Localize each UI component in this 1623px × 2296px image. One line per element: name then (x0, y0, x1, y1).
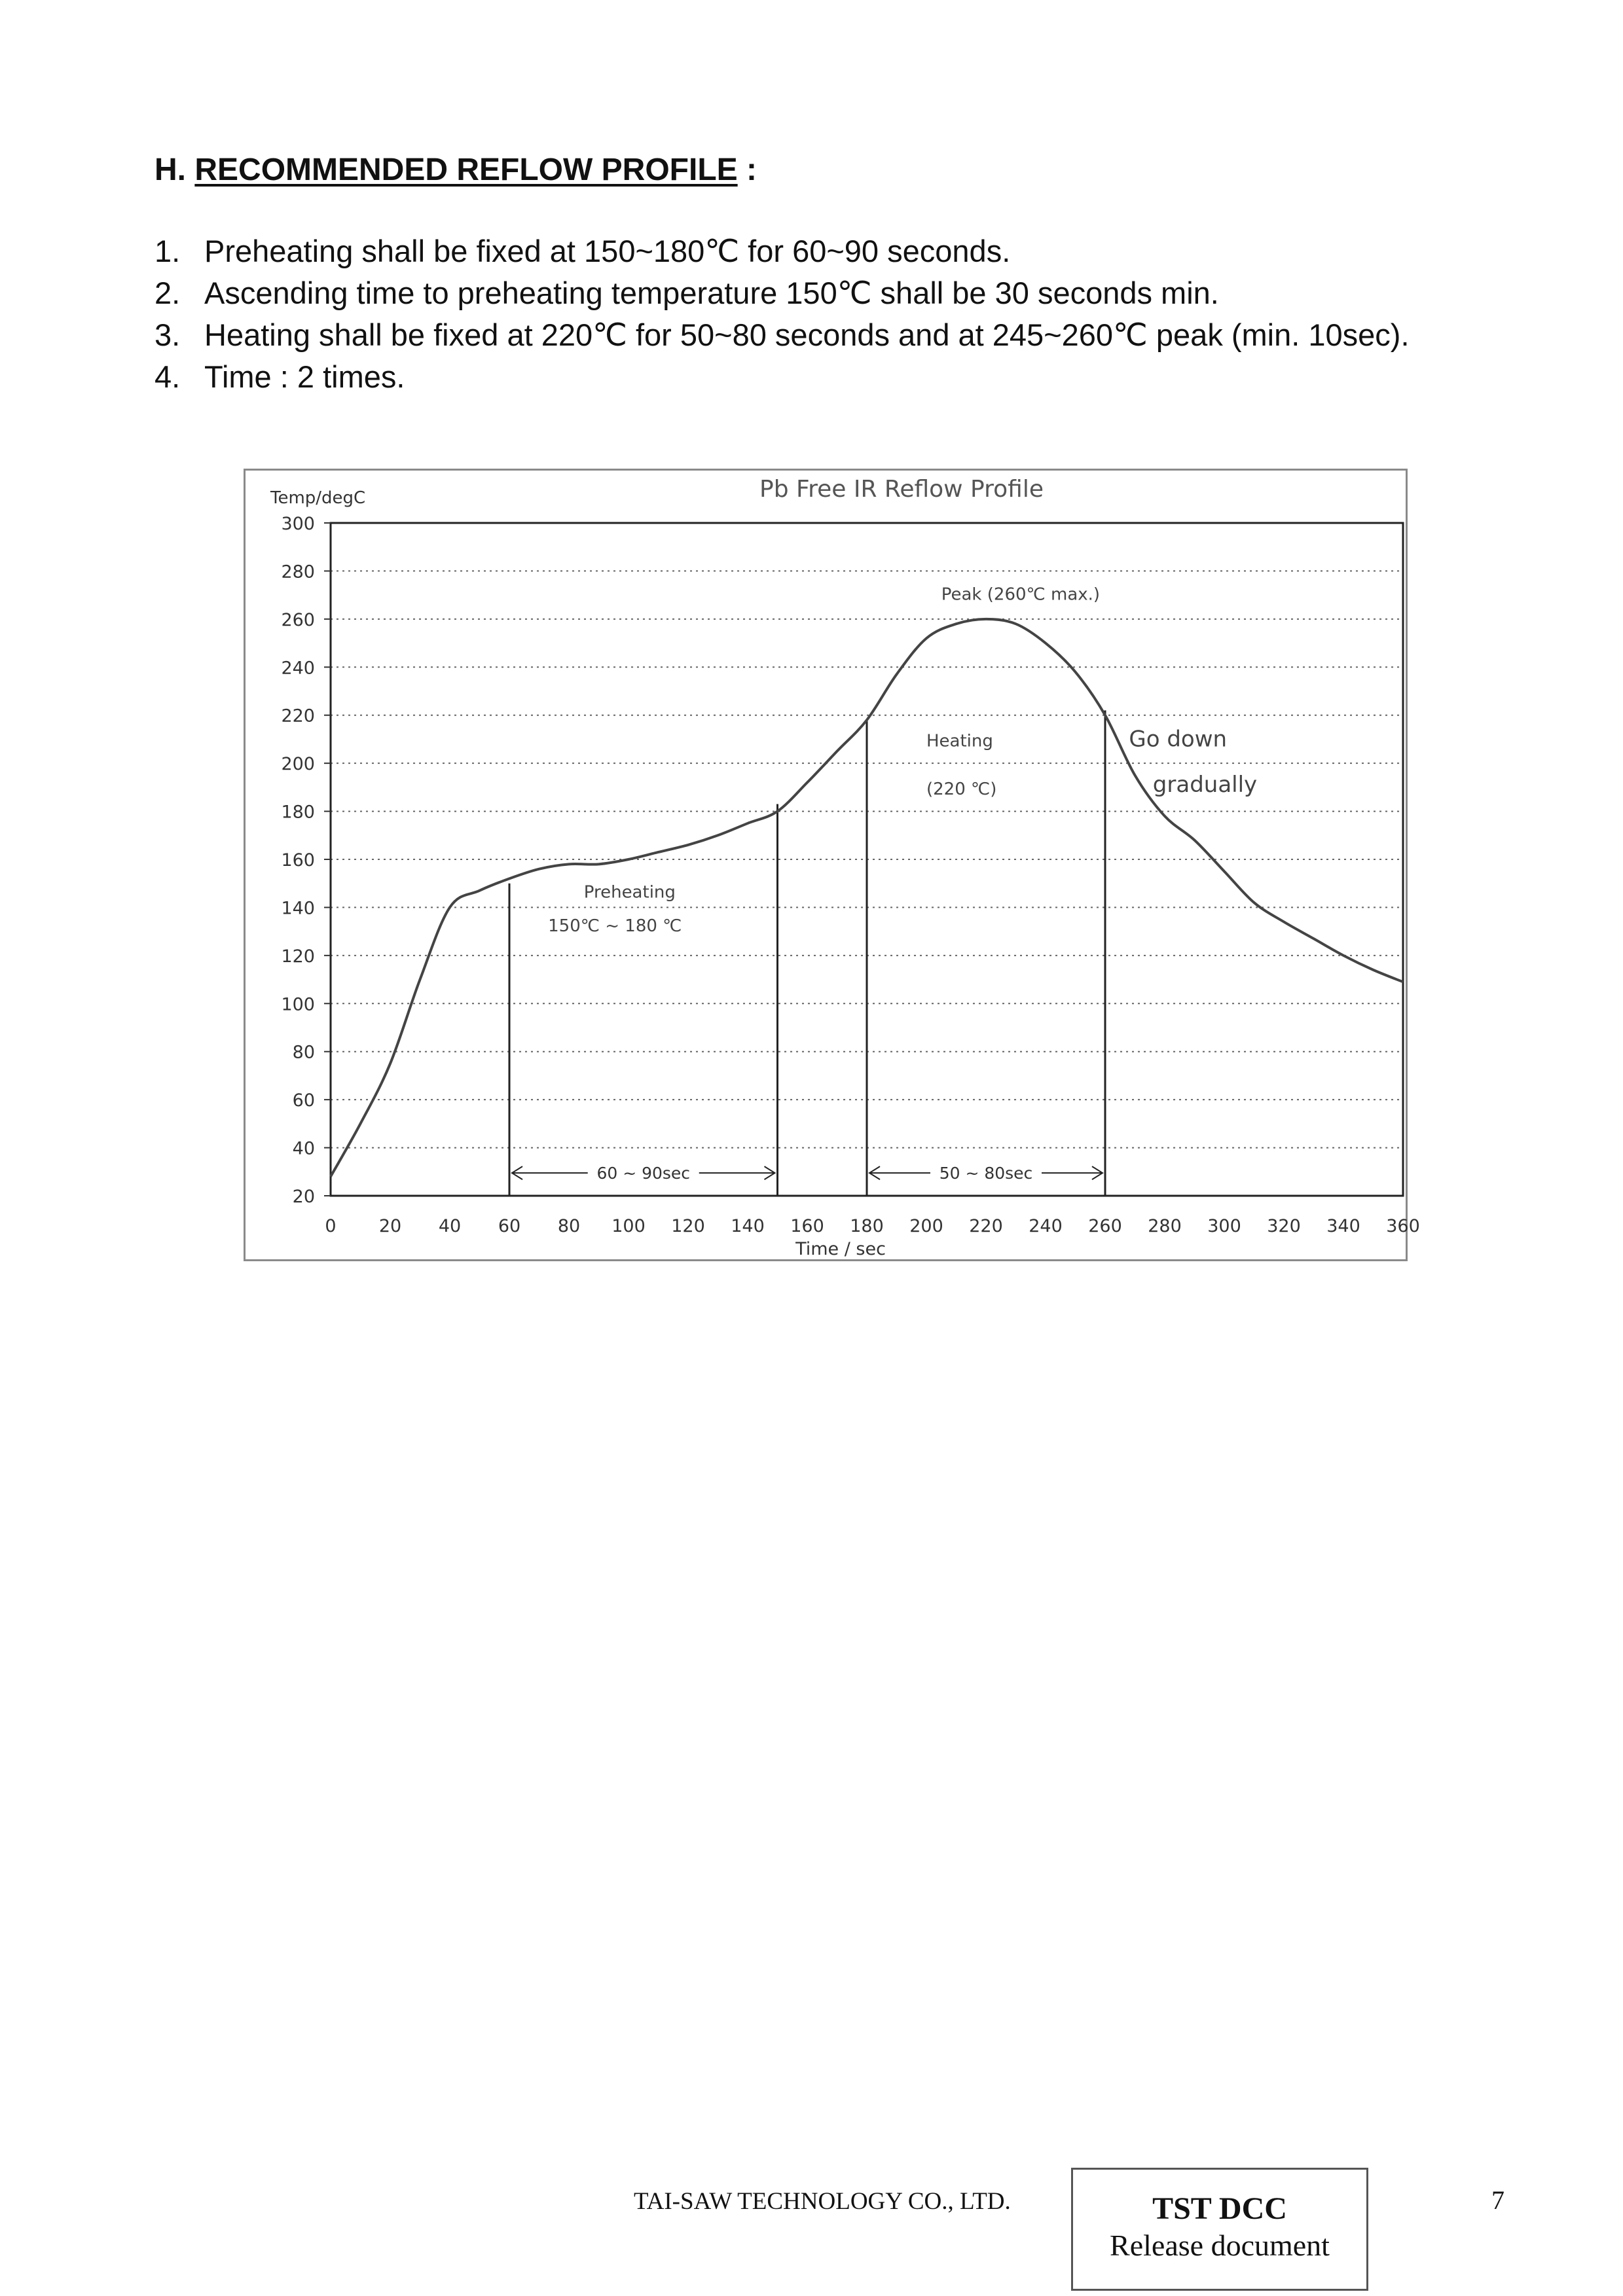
x-tick-label: 200 (909, 1216, 943, 1236)
item-text: Ascending time to preheating temperature 150℃ shall be 30 seconds min. (204, 276, 1219, 310)
item-number: 4. (155, 359, 181, 394)
span-label: 50 ~ 80sec (939, 1164, 1033, 1183)
y-tick-label: 140 (281, 898, 315, 919)
reflow-chart-svg (246, 471, 1420, 1259)
x-tick-label: 120 (671, 1216, 705, 1236)
y-tick-label: 280 (281, 562, 315, 583)
release-box-subtitle: Release document (1110, 2229, 1330, 2262)
y-tick-label: 300 (281, 514, 315, 534)
x-tick-label: 340 (1326, 1216, 1360, 1236)
x-tick-label: 280 (1148, 1216, 1182, 1236)
item-number: 2. (155, 276, 181, 310)
y-tick-label: 240 (281, 658, 315, 679)
x-tick-label: 0 (325, 1216, 337, 1236)
release-box-title: TST DCC (1152, 2191, 1287, 2226)
y-tick-label: 160 (281, 850, 315, 870)
requirement-item (155, 356, 1410, 398)
y-tick-label: 260 (281, 609, 315, 630)
y-tick-label: 40 (292, 1138, 315, 1159)
x-tick-label: 360 (1386, 1216, 1420, 1236)
y-tick-label: 180 (281, 802, 315, 823)
x-tick-label: 100 (611, 1216, 646, 1236)
x-tick-label: 180 (850, 1216, 884, 1236)
requirement-item (155, 230, 1410, 272)
x-tick-label: 260 (1088, 1216, 1122, 1236)
item-text: Time : 2 times. (204, 359, 405, 394)
x-tick-label: 320 (1267, 1216, 1301, 1236)
x-tick-label: 20 (378, 1216, 402, 1236)
section-colon: : (746, 152, 757, 187)
chart-title: Pb Free IR Reflow Profile (759, 476, 1044, 503)
chart-annotation: Go down (1129, 726, 1228, 753)
y-tick-label: 100 (281, 994, 315, 1015)
x-tick-label: 60 (498, 1216, 521, 1236)
y-axis-title: Temp/degC (270, 488, 366, 508)
y-tick-label: 20 (292, 1187, 315, 1207)
release-box (1071, 2168, 1368, 2291)
reflow-chart (244, 469, 1420, 1261)
y-tick-label: 120 (281, 946, 315, 967)
x-tick-label: 160 (790, 1216, 824, 1236)
section-letter: H. (155, 152, 186, 187)
chart-annotation: (220 ℃) (926, 779, 997, 799)
x-tick-label: 300 (1207, 1216, 1241, 1236)
y-tick-label: 220 (281, 706, 315, 726)
y-tick-label: 60 (292, 1090, 315, 1111)
requirement-item (155, 314, 1410, 356)
page-number: 7 (1491, 2185, 1504, 2215)
x-tick-label: 220 (969, 1216, 1003, 1236)
y-tick-label: 80 (292, 1042, 315, 1063)
chart-annotation: 150℃ ~ 180 ℃ (548, 916, 682, 937)
item-number: 1. (155, 234, 181, 268)
y-tick-label: 200 (281, 754, 315, 775)
footer-company: TAI-SAW TECHNOLOGY CO., LTD. (634, 2188, 1011, 2215)
section-title: RECOMMENDED REFLOW PROFILE (194, 152, 738, 187)
item-text: Heating shall be fixed at 220℃ for 50~80 seconds and at 245~260℃ peak (min. 10sec). (204, 317, 1410, 352)
chart-annotation: Peak (260℃ max.) (941, 584, 1101, 605)
x-tick-label: 80 (557, 1216, 581, 1236)
span-label: 60 ~ 90sec (596, 1164, 691, 1183)
chart-annotation: Heating (926, 731, 993, 751)
chart-annotation: gradually (1152, 772, 1258, 798)
item-text: Preheating shall be fixed at 150~180℃ for 60~90 seconds. (204, 234, 1011, 268)
section-heading (155, 152, 757, 188)
x-axis-title: Time / sec (795, 1239, 886, 1259)
x-tick-label: 40 (438, 1216, 462, 1236)
requirements-list (155, 230, 1410, 398)
x-tick-label: 140 (731, 1216, 765, 1236)
chart-annotation: Preheating (583, 882, 676, 903)
requirement-item (155, 272, 1410, 314)
x-tick-label: 240 (1029, 1216, 1063, 1236)
item-number: 3. (155, 317, 181, 352)
